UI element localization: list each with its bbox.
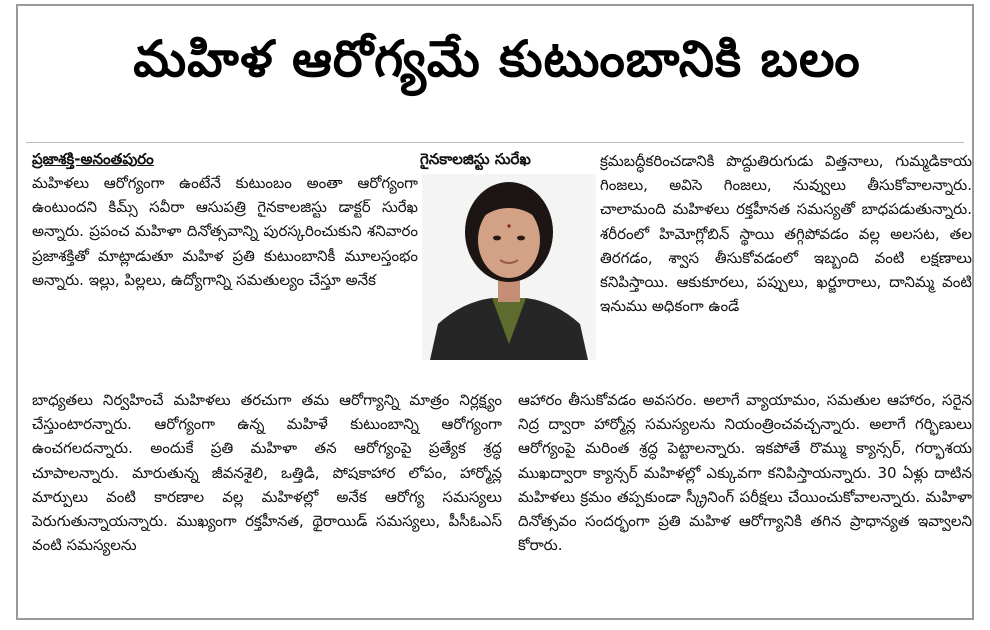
column-3-upper [600,149,972,318]
article-frame [16,4,974,620]
column-1-upper [32,171,418,292]
divider [26,142,964,143]
byline: గైనకాలజిస్టు సురేఖ [420,150,531,168]
headline: మహిళ ఆరోగ్యమే కుటుంబానికి బలం [133,30,861,88]
column-3-lower [518,388,972,557]
doctor-photo [422,174,596,360]
column-1-lower [32,388,502,557]
paragraph: బాధ్యతలు నిర్వహించే మహిళలు తరచుగా తమ ఆరోగ్యాన్ని మాత్రం నిర్లక్ష్యం చేస్తుంటారన్నారు. ఆరోగ్యంగా ఉన్న మహిళే కుటుంబాన్ని ఆరోగ్యంగా ఉంచగలదన్నారు. అందుకే ప్రతి మహిళా తన ఆరోగ్యంపై ప్రత్యేక శ్రద్ధ చూపాలన్నారు. మారుతున్న జీవనశైలి, ఒత్తిడి, పోషకాహార లోపం, హార్మోన్ల మార్పులు వంటి కారణాల వల్ల మహిళల్లో అనేక ఆరోగ్య సమస్యలు పెరుగుతున్నాయన్నారు. ముఖ్యంగా రక్తహీనత, థైరాయిడ్ సమస్యలు, పీసీఓఎస్ వంటి సమస్యలను [32,391,502,555]
paragraph: మహిళలు ఆరోగ్యంగా ఉంటేనే కుటుంబం అంతా ఆరోగ్యంగా ఉంటుందని కిమ్స్ సవీరా ఆసుపత్రి గైనకాలజిస్టు డాక్టర్ సురేఖ అన్నారు. ప్రపంచ మహిళా దినోత్సవాన్ని పురస్కరించుకుని శనివారం ప్రజాశక్తితో మాట్లాడుతూ మహిళ ప్రతి కుటుంబానికీ మూలస్తంభం అన్నారు. ఇల్లు, పిల్లలు, ఉద్యోగాన్ని సమతుల్యం చేస్తూ అనేక [32,174,418,289]
dateline: ప్రజాశక్తి-అనంతపురం [32,150,154,168]
paragraph: ఆహారం తీసుకోవడం అవసరం. అలాగే వ్యాయామం, సమతుల ఆహారం, సరైన నిద్ర ద్వారా హార్మోన్ల సమస్యలను నియంత్రించవచ్చన్నారు. అలాగే గర్భిణులు ఆరోగ్యంపై మరింత శ్రద్ధ పెట్టాలన్నారు. ఇకపోతే రొమ్ము క్యాన్సర్, గర్భాశయ ముఖద్వారా క్యాన్సర్ మహిళల్లో ఎక్కువగా కనిపిస్తాయన్నారు. 30 ఏళ్లు దాటిన మహిళలు క్రమం తప్పకుండా స్క్రీనింగ్ పరీక్షలు చేయించుకోవాలన్నారు. మహిళా దినోత్సవం సందర్భంగా ప్రతి మహిళ ఆరోగ్యానికి తగిన ప్రాధాన్యత ఇవ్వాలని కోరారు. [518,391,972,555]
paragraph: క్రమబద్ధీకరించడానికి పొద్దుతిరుగుడు విత్తనాలు, గుమ్మడికాయ గింజలు, అవిసె గింజలు, నువ్వులు తీసుకోవాలన్నారు. చాలామంది మహిళలు రక్తహీనత సమస్యతో బాధపడుతున్నారు. శరీరంలో హిమోగ్లోబిన్ స్థాయి తగ్గిపోవడం వల్ల అలసట, తల తిరగడం, శ్వాస తీసుకోవడంలో ఇబ్బంది వంటి లక్షణాలు కనిపిస్తాయి. ఆకుకూరలు, పప్పులు, ఖర్జూరాలు, దానిమ్మ వంటి ఇనుము అధికంగా ఉండే [600,152,972,316]
